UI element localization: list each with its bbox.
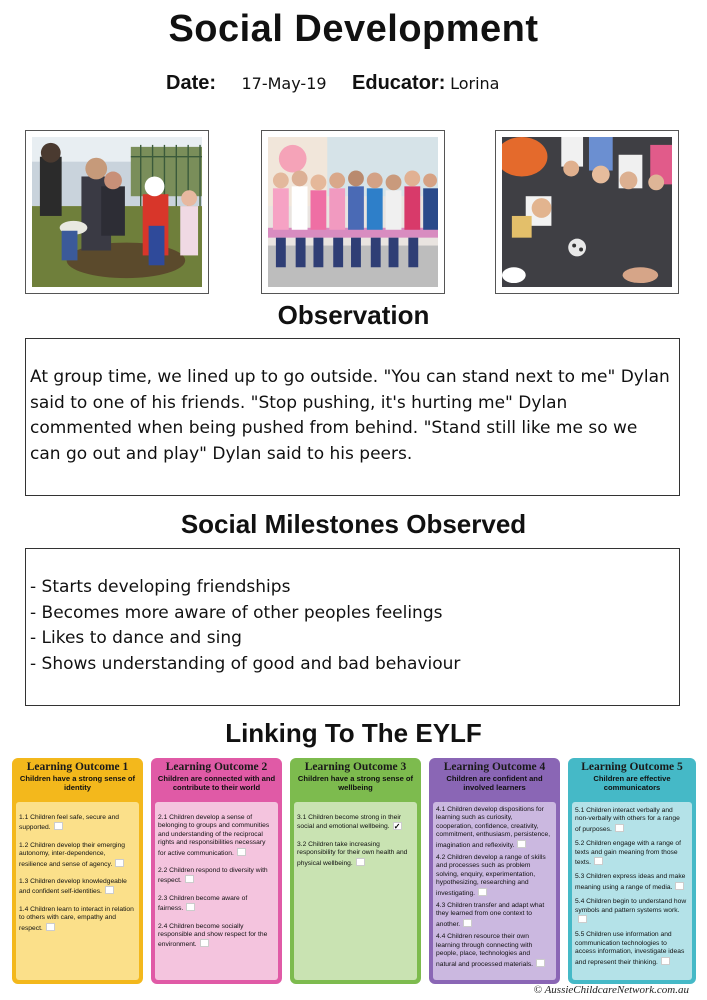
outcome-checkbox[interactable] (200, 939, 209, 947)
outcome-item (436, 854, 551, 898)
outcome-item-text: 2.2 Children respond to diversity with respect. (158, 867, 268, 885)
outcome-checkbox[interactable] (615, 824, 624, 832)
milestones-box (25, 548, 680, 706)
outcome-checkbox[interactable] (463, 919, 472, 927)
outcome-item-text: 5.2 Children engage with a range of texts and gain meaning from those texts. (575, 840, 681, 867)
outcome-item (19, 906, 134, 933)
outcome-item (19, 814, 134, 833)
outcome-checkbox[interactable] (517, 840, 526, 848)
outcome-item-text: 5.1 Children interact verbally and non-verbally with others for a range of purposes. (575, 807, 680, 833)
children-circle-floor-photo (495, 130, 679, 294)
outcome-item-text: 1.4 Children learn to interact in relation to others with care, empathy and respect. (19, 905, 134, 932)
educator-label: Educator: (352, 72, 446, 94)
outcome-item (436, 806, 551, 850)
outcome-subtitle: Children are effective communicators (593, 774, 671, 792)
children-planting-garden-photo (25, 130, 209, 294)
learning-outcome-3 (290, 758, 421, 984)
outcome-item (19, 878, 134, 897)
outcome-title: Learning Outcome 4 (443, 761, 546, 773)
outcome-checkbox[interactable] (356, 858, 365, 866)
outcome-checkbox[interactable] (578, 915, 587, 923)
learning-outcome-4 (429, 758, 560, 984)
outcome-item-text: 3.1 Children become strong in their social and emotional wellbeing. (297, 814, 402, 831)
outcome-subtitle: Children are connected with and contribute to their world (157, 774, 276, 792)
learning-outcome-1 (12, 758, 143, 984)
learning-outcome-5 (568, 758, 696, 984)
outcome-item (436, 933, 551, 969)
outcome-checkbox[interactable] (185, 875, 194, 883)
milestones-list (30, 575, 460, 677)
outcome-item (158, 814, 273, 858)
outcome-item-text: 2.4 Children become socially responsible and show respect for the environment. (158, 922, 268, 949)
copyright-text: © AussieChildcareNetwork.com.au (533, 984, 689, 996)
outcome-subtitle: Children have a strong sense of identity (19, 774, 136, 792)
outcome-title: Learning Outcome 3 (304, 761, 407, 773)
milestones-heading: Social Milestones Observed (180, 509, 527, 539)
outcome-item (19, 842, 134, 869)
outcome-item (158, 895, 273, 914)
outcome-item (436, 902, 551, 929)
outcome-checkbox[interactable] (54, 822, 63, 830)
outcome-checkbox[interactable] (186, 903, 195, 911)
outcome-item-text: 5.5 Children use information and communication technologies to access information, investigate ideas and represent their thinking. (575, 931, 685, 966)
outcome-item-text: 4.2 Children develop a range of skills and processes such as problem solving, enquiry, experimentation, hypothesizing, researching and investigating. (436, 854, 546, 897)
outcome-item (575, 931, 687, 967)
outcome-checkbox[interactable] (105, 886, 114, 894)
eylf-outcomes (12, 758, 696, 986)
outcome-item-text: 5.3 Children express ideas and make meaning using a range of media. (575, 873, 686, 891)
outcome-item-text: 4.3 Children transfer and adapt what they learned from one context to another. (436, 902, 545, 928)
outcome-title: Learning Outcome 2 (165, 761, 268, 773)
outcome-checkbox[interactable] (675, 882, 684, 890)
outcome-checkbox[interactable] (115, 859, 124, 867)
eylf-heading: Linking To The EYLF (225, 718, 482, 748)
outcome-checkbox[interactable] (478, 888, 487, 896)
outcome-item (158, 867, 273, 886)
outcome-checkbox[interactable] (661, 957, 670, 965)
observation-heading: Observation (277, 300, 430, 330)
outcome-checkbox[interactable] (594, 857, 603, 865)
outcome-checkbox[interactable] (237, 848, 246, 856)
date-label: Date: (166, 72, 217, 94)
outcome-item (158, 923, 273, 950)
outcome-item (297, 814, 412, 832)
children-sitting-bench-photo (261, 130, 445, 294)
learning-outcome-2 (151, 758, 282, 984)
outcome-item-text: 4.4 Children resource their own learning through connecting with people, place, technologies and natural and processed materials. (436, 933, 534, 968)
outcome-item (575, 898, 687, 925)
outcome-checkbox-checked[interactable]: ✓ (393, 822, 401, 832)
list-item: - Starts developing friendships (30, 577, 291, 597)
outcome-title: Learning Outcome 5 (581, 761, 683, 773)
outcome-item-text: 1.2 Children develop their emerging autonomy, inter-dependence, resilience and sense of agency. (19, 841, 125, 868)
outcome-item (575, 807, 687, 834)
outcome-subtitle: Children are confident and involved learners (446, 774, 543, 792)
educator-value: Lorina (450, 74, 500, 93)
list-item: - Shows understanding of good and bad behaviour (30, 653, 461, 674)
outcome-item (575, 873, 687, 892)
outcome-subtitle: Children have a strong sense of wellbeing (297, 774, 414, 792)
outcome-checkbox[interactable] (536, 959, 545, 967)
outcome-item (575, 840, 687, 867)
page-title: Social Development (168, 8, 539, 50)
outcome-item-text: 3.2 Children take increasing responsibility for their own health and physical wellbeing. (297, 840, 408, 867)
observation-box (25, 338, 680, 496)
outcome-item (297, 841, 412, 868)
outcome-checkbox[interactable] (46, 923, 55, 931)
list-item: - Becomes more aware of other peoples feelings (30, 602, 443, 623)
outcome-item-text: 5.4 Children begin to understand how symbols and pattern systems work. (575, 898, 687, 914)
date-value: 17-May-19 (241, 74, 327, 93)
outcome-title: Learning Outcome 1 (26, 761, 129, 773)
outcome-item-text: 1.3 Children develop knowledgeable and confident self-identities. (19, 878, 127, 896)
outcome-item-text: 2.3 Children become aware of fairness. (158, 894, 248, 913)
outcome-item-text: 1.1 Children feel safe, secure and supported. (19, 814, 120, 832)
meta-row (166, 72, 499, 95)
observation-text: At group time, we lined up to go outside. "You can stand next to me" Dylan said to one of his friends. "Stop pushing, it's hurting me" Dylan commented when being pushed from behind. "Stand still like me so we can go out and play" Dylan said to his peers. (30, 367, 670, 464)
outcome-item-text: 4.1 Children develop dispositions for learning such as curiosity, cooperation, confidence, creativity, commitment, enthusiasm, persistence, imagination and reflexivity. (436, 806, 551, 849)
list-item: - Likes to dance and sing (30, 628, 242, 648)
outcome-item-text: 2.1 Children develop a sense of belonging to groups and communities and understanding of the reciprocal rights and responsibilities necessary for active communication. (158, 814, 270, 857)
